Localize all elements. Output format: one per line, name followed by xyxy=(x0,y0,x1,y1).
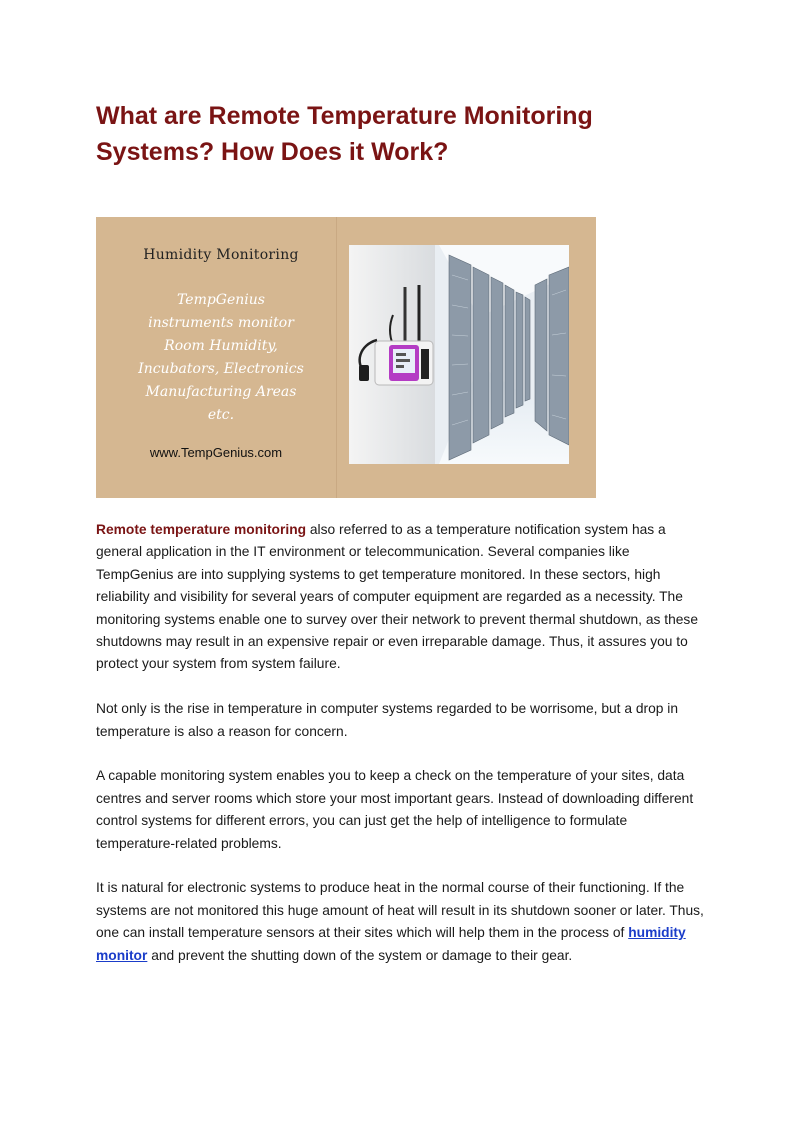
server-room-photo xyxy=(349,245,569,464)
paragraph-heat xyxy=(96,877,706,967)
paragraph-text: also referred to as a temperature notification system has a general application in the IT environment or telecommunication. Several companies like TempGenius are into supplying systems to get temperature monitored. In these sectors, high reliability and visibility for several years of computer equipment are regarded as a necessity. The monitoring systems enable one to survey over their network to prevent thermal shutdown, as these shutdowns may result in an expensive repair or even irreparable damage. Thus, it assures you to protect your system from system failure. xyxy=(96,522,699,672)
banner-body xyxy=(106,289,336,427)
server-room-humidity-sensor-photo xyxy=(349,245,569,464)
banner-line: Manufacturing Areas xyxy=(145,384,297,400)
paragraph-text: and prevent the shutting down of the system or damage to their gear. xyxy=(147,947,573,963)
banner-line: etc. xyxy=(207,407,235,423)
paragraph-monitoring-system: A capable monitoring system enables you to keep a check on the temperature of your sites, data centres and server rooms which store your most important gears. Instead of downloading different control systems for different errors, you can just get the help of intelligence to formulate temperature-related problems. xyxy=(96,768,694,851)
banner-website: www.TempGenius.com xyxy=(149,445,283,460)
banner-line: TempGenius xyxy=(177,292,265,308)
article-body xyxy=(96,519,706,989)
page-title: What are Remote Temperature Monitoring Systems? How Does it Work? xyxy=(96,102,593,166)
humidity-monitor-link[interactable]: humidity monitor xyxy=(96,925,686,963)
banner-line: Incubators, Electronics xyxy=(138,361,304,377)
banner-line: instruments monitor xyxy=(148,315,294,331)
keyword-remote-temperature-monitoring: Remote temperature monitoring xyxy=(96,522,307,537)
banner-heading: Humidity Monitoring xyxy=(143,247,299,263)
paragraph-temperature-drop: Not only is the rise in temperature in computer systems regarded to be worrisome, but a drop in temperature is also a reason for concern. xyxy=(96,701,679,739)
paragraph-intro xyxy=(96,519,706,676)
banner-image xyxy=(96,217,596,498)
paragraph-text: It is natural for electronic systems to produce heat in the normal course of their functioning. If the systems are not monitored this huge amount of heat will result in its shutdown sooner or later. Thus, one can install temperature sensors at their sites which will help them in the process of xyxy=(96,880,704,941)
banner-line: Room Humidity, xyxy=(164,338,278,354)
